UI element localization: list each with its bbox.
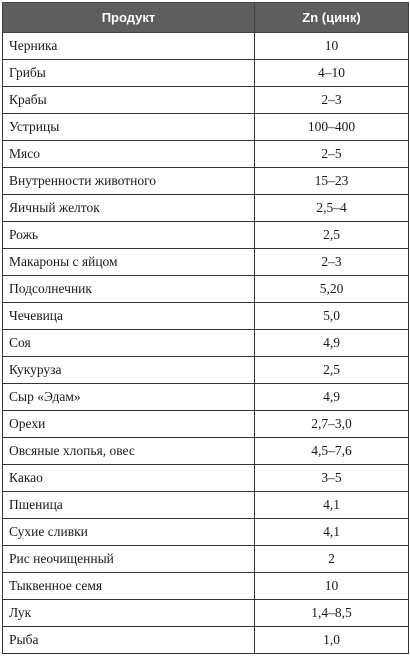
product-cell: Рыба: [3, 627, 255, 654]
table-row: [3, 168, 409, 195]
product-cell: Чечевица: [3, 303, 255, 330]
zinc-value-cell: 4,9: [255, 330, 409, 357]
product-cell: Кукуруза: [3, 357, 255, 384]
table-row: [3, 330, 409, 357]
product-cell: Подсолнечник: [3, 276, 255, 303]
zinc-value-cell: 2,7–3,0: [255, 411, 409, 438]
table-row: [3, 438, 409, 465]
zinc-value-cell: 4,1: [255, 519, 409, 546]
zinc-value-cell: 5,20: [255, 276, 409, 303]
zinc-value-cell: 4,5–7,6: [255, 438, 409, 465]
zinc-value-cell: 2,5–4: [255, 195, 409, 222]
table-row: [3, 141, 409, 168]
table-row: [3, 222, 409, 249]
table-row: [3, 33, 409, 60]
zinc-value-cell: 4–10: [255, 60, 409, 87]
header-product: Продукт: [3, 3, 255, 33]
zinc-value-cell: 2,5: [255, 357, 409, 384]
table-row: [3, 114, 409, 141]
table-row: [3, 573, 409, 600]
product-cell: Крабы: [3, 87, 255, 114]
product-cell: Лук: [3, 600, 255, 627]
table-row: [3, 60, 409, 87]
table-row: [3, 87, 409, 114]
table-header-row: [3, 3, 409, 33]
product-cell: Сухие сливки: [3, 519, 255, 546]
table-row: [3, 411, 409, 438]
table-row: [3, 384, 409, 411]
zinc-value-cell: 2–5: [255, 141, 409, 168]
zinc-value-cell: 10: [255, 573, 409, 600]
zinc-value-cell: 15–23: [255, 168, 409, 195]
zinc-value-cell: 2–3: [255, 249, 409, 276]
product-cell: Макароны с яйцом: [3, 249, 255, 276]
product-cell: Пшеница: [3, 492, 255, 519]
product-cell: Яичный желток: [3, 195, 255, 222]
product-cell: Тыквенное семя: [3, 573, 255, 600]
product-cell: Внутренности животного: [3, 168, 255, 195]
zinc-value-cell: 100–400: [255, 114, 409, 141]
table-row: [3, 249, 409, 276]
header-zinc: Zn (цинк): [255, 3, 409, 33]
zinc-content-table: [2, 2, 409, 654]
product-cell: Рис неочищенный: [3, 546, 255, 573]
zinc-value-cell: 10: [255, 33, 409, 60]
table-row: [3, 465, 409, 492]
zinc-value-cell: 4,1: [255, 492, 409, 519]
table-row: [3, 492, 409, 519]
zinc-value-cell: 2: [255, 546, 409, 573]
table-row: [3, 303, 409, 330]
zinc-value-cell: 2–3: [255, 87, 409, 114]
table-row: [3, 546, 409, 573]
product-cell: Рожь: [3, 222, 255, 249]
zinc-value-cell: 2,5: [255, 222, 409, 249]
table-row: [3, 357, 409, 384]
product-cell: Соя: [3, 330, 255, 357]
product-cell: Устрицы: [3, 114, 255, 141]
product-cell: Мясо: [3, 141, 255, 168]
product-cell: Какао: [3, 465, 255, 492]
table-row: [3, 276, 409, 303]
table-row: [3, 519, 409, 546]
product-cell: Сыр «Эдам»: [3, 384, 255, 411]
zinc-value-cell: 4,9: [255, 384, 409, 411]
product-cell: Овсяные хлопья, овес: [3, 438, 255, 465]
table-row: [3, 627, 409, 654]
product-cell: Орехи: [3, 411, 255, 438]
zinc-value-cell: 5,0: [255, 303, 409, 330]
zinc-value-cell: 1,4–8,5: [255, 600, 409, 627]
product-cell: Грибы: [3, 60, 255, 87]
table-row: [3, 600, 409, 627]
zinc-value-cell: 3–5: [255, 465, 409, 492]
table-row: [3, 195, 409, 222]
zinc-value-cell: 1,0: [255, 627, 409, 654]
product-cell: Черника: [3, 33, 255, 60]
